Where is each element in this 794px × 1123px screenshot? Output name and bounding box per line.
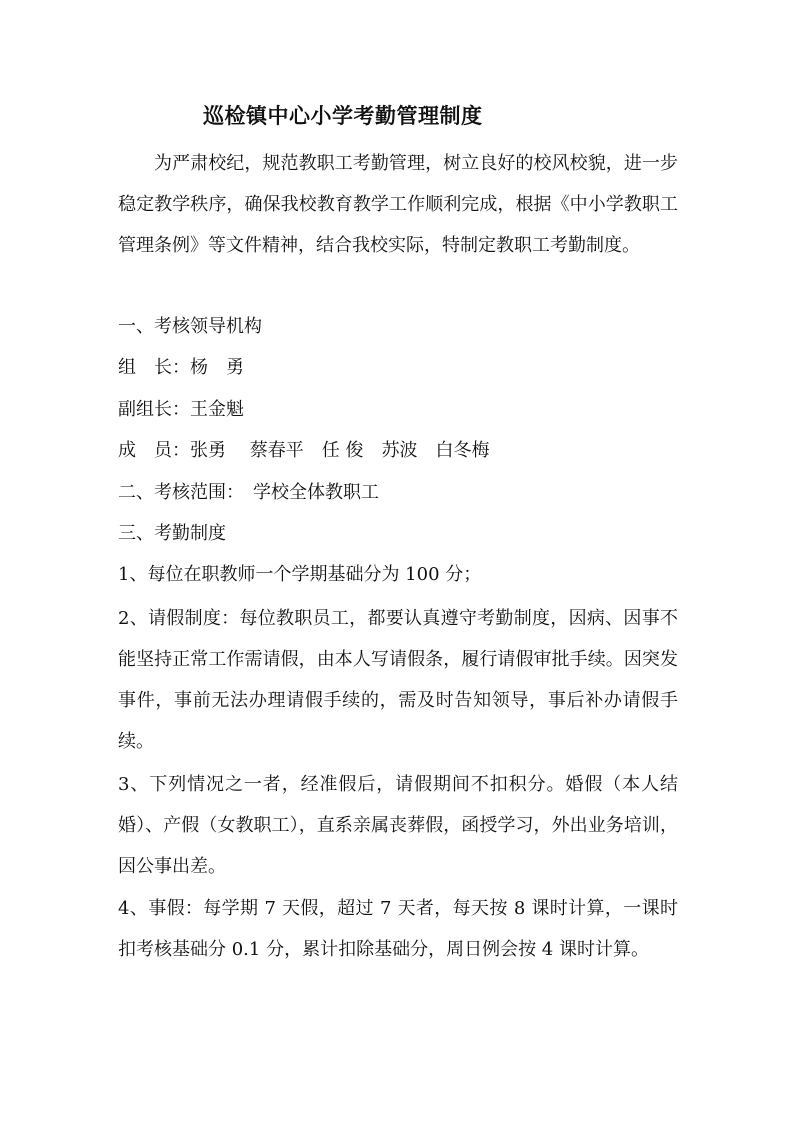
section-heading-attendance: 三、考勤制度 <box>118 523 226 544</box>
leader-line: 组 长：杨 勇 <box>118 357 244 378</box>
intro-paragraph: 为严肃校纪，规范教职工考勤管理，树立良好的校风校貌，进一步稳定教学秩序，确保我校教育教学工作顺利完成，根据《中小学教职工管理条例》等文件精神，结合我校实际，特制定教职工考勤制度。 <box>118 153 678 256</box>
deputy-leader-line: 副组长：王金魁 <box>118 399 244 420</box>
rule-item-1: 1、每位在职教师一个学期基础分为 100 分； <box>118 564 482 585</box>
document-title: 巡检镇中心小学考勤管理制度 <box>203 103 483 128</box>
section-scope: 二、考核范围： 学校全体教职工 <box>118 482 379 503</box>
members-line: 成 员：张勇 蔡春平 任 俊 苏波 白冬梅 <box>118 440 490 461</box>
rule-item-3: 3、下列情况之一者，经准假后，请假期间不扣积分。婚假（本人结婚）、产假（女教职工），直系亲属丧葬假，函授学习，外出业务培训，因公事出差。 <box>118 774 678 877</box>
rule-item-4: 4、事假：每学期 7 天假，超过 7 天者，每天按 8 课时计算，一课时扣考核基础分 0.1 分，累计扣除基础分，周日例会按 4 课时计算。 <box>118 898 678 960</box>
section-heading-leadership: 一、考核领导机构 <box>118 316 262 337</box>
rule-item-2: 2、请假制度：每位教职员工，都要认真遵守考勤制度，因病、因事不能坚持正常工作需请假，由本人写请假条，履行请假审批手续。因突发事件，事前无法办理请假手续的，需及时告知领导，事后补办请假手续。 <box>118 608 678 752</box>
